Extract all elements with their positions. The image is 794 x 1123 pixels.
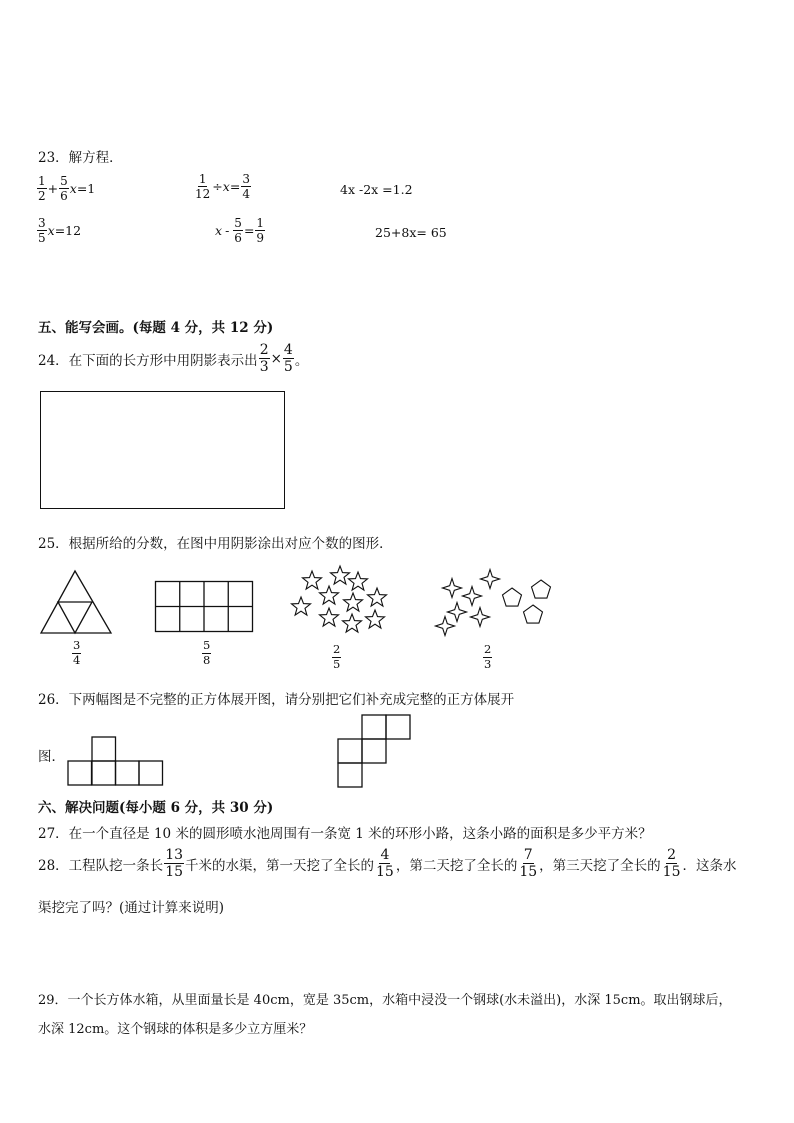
- star-icon[interactable]: [448, 603, 467, 622]
- section-5-title: 五、能写会画。(每题 4 分，共 12 分): [38, 320, 274, 336]
- fraction: $\frac{1}{2}$: [38, 174, 46, 203]
- fraction: $\frac{5}{6}$: [234, 216, 242, 245]
- fraction: $\frac{13}{15}$: [165, 847, 184, 880]
- q26-text-cont: 图．: [38, 749, 65, 765]
- fraction: $\frac{4}{15}$: [376, 847, 394, 880]
- star-icon[interactable]: [303, 571, 322, 589]
- star-icon[interactable]: [366, 610, 385, 628]
- fraction-label-stars: $\frac{2}{5}$: [333, 642, 341, 671]
- q29-text-line1: 29．一个长方体水箱，从里面量长是 40cm，宽是 35cm，水箱中浸没一个钢球(水未溢出)，水深 15cm。取出钢球后，: [38, 993, 732, 1008]
- q29-text-line2: 水深 12cm。这个钢球的体积是多少立方厘米？: [38, 1022, 313, 1037]
- fraction: $\frac{2}{3}$: [259, 342, 269, 375]
- star-icon[interactable]: [292, 597, 311, 615]
- q24-text: 24．在下面的长方形中用阴影表示出 $\frac{2}{3}$ × $\frac{4}{5}$ 。: [38, 342, 309, 375]
- star-icon[interactable]: [463, 587, 482, 606]
- equation-6: 25+8x= 65: [375, 225, 447, 240]
- star-icon[interactable]: [320, 586, 339, 604]
- pentagon-icon[interactable]: [524, 605, 543, 623]
- fraction: $\frac{3}{5}$: [38, 216, 46, 245]
- q23-title: 23．解方程．: [38, 150, 123, 166]
- star-icon[interactable]: [471, 608, 490, 627]
- star-icon[interactable]: [349, 572, 368, 590]
- q27-text: 27．在一个直径是 10 米的圆形喷水池周围有一条宽 1 米的环形小路，这条小路的面积是多少平方米？: [38, 826, 652, 842]
- star-icon[interactable]: [344, 593, 363, 611]
- section-6-title: 六、解决问题(每小题 6 分，共 30 分): [38, 800, 274, 816]
- equation-4: $\frac{3}{5}$ x =12: [38, 216, 82, 245]
- q25-text: 25．根据所给的分数，在图中用阴影涂出对应个数的图形．: [38, 536, 393, 552]
- fraction: $\frac{1}{12}$: [195, 172, 211, 201]
- star-icon[interactable]: [436, 617, 455, 636]
- star-icon[interactable]: [343, 614, 362, 632]
- fraction: $\frac{7}{15}$: [519, 847, 538, 880]
- cube-net-2[interactable]: [337, 714, 412, 790]
- equation-3: 4x -2x =1.2: [340, 182, 413, 197]
- equation-5: x - $\frac{5}{6}$ = $\frac{1}{9}$: [215, 216, 265, 245]
- fraction-label-stars-pentagons: $\frac{2}{3}$: [484, 642, 492, 671]
- grid-figure[interactable]: [155, 581, 255, 633]
- equation-2: $\frac{1}{12}$ ÷ x = $\frac{3}{4}$: [195, 172, 250, 201]
- fraction: $\frac{2}{15}$: [662, 847, 681, 880]
- star-icon[interactable]: [481, 570, 500, 589]
- pentagon-icon[interactable]: [532, 580, 551, 598]
- pentagon-icon[interactable]: [503, 588, 522, 606]
- star-icon[interactable]: [368, 588, 387, 606]
- fraction: $\frac{5}{6}$: [60, 174, 68, 203]
- fraction: $\frac{3}{4}$: [242, 172, 250, 201]
- q26-text: 26．下两幅图是不完整的正方体展开图，请分别把它们补充成完整的正方体展开: [38, 692, 515, 708]
- cube-net-1[interactable]: [67, 736, 167, 788]
- star-icon[interactable]: [320, 608, 339, 626]
- q28-text: 28．工程队挖一条长 $\frac{13}{15}$ 千米的水渠，第一天挖了全长的 $\frac{4}{15}$ ，第二天挖了全长的 $\frac{7}{15}$ ，第三天挖了全长的 $\frac{2}{15}$ ．这条水: [38, 847, 737, 880]
- stars-figure[interactable]: [289, 565, 389, 635]
- fraction: $\frac{4}{5}$: [283, 342, 293, 375]
- equation-1: $\frac{1}{2}$ + $\frac{5}{6}$ x =1: [38, 174, 96, 203]
- fraction-label-grid: $\frac{5}{8}$: [203, 638, 211, 667]
- star-icon[interactable]: [331, 566, 350, 584]
- fraction: $\frac{1}{9}$: [256, 216, 265, 245]
- star-icon[interactable]: [443, 579, 462, 598]
- fraction-label-triangle: $\frac{3}{4}$: [73, 638, 81, 667]
- q28-text-line2: 渠挖完了吗？(通过计算来说明): [38, 900, 225, 916]
- q24-rectangle[interactable]: [40, 391, 285, 509]
- triangle-figure[interactable]: [39, 569, 115, 635]
- stars-pentagons-figure[interactable]: [433, 568, 558, 638]
